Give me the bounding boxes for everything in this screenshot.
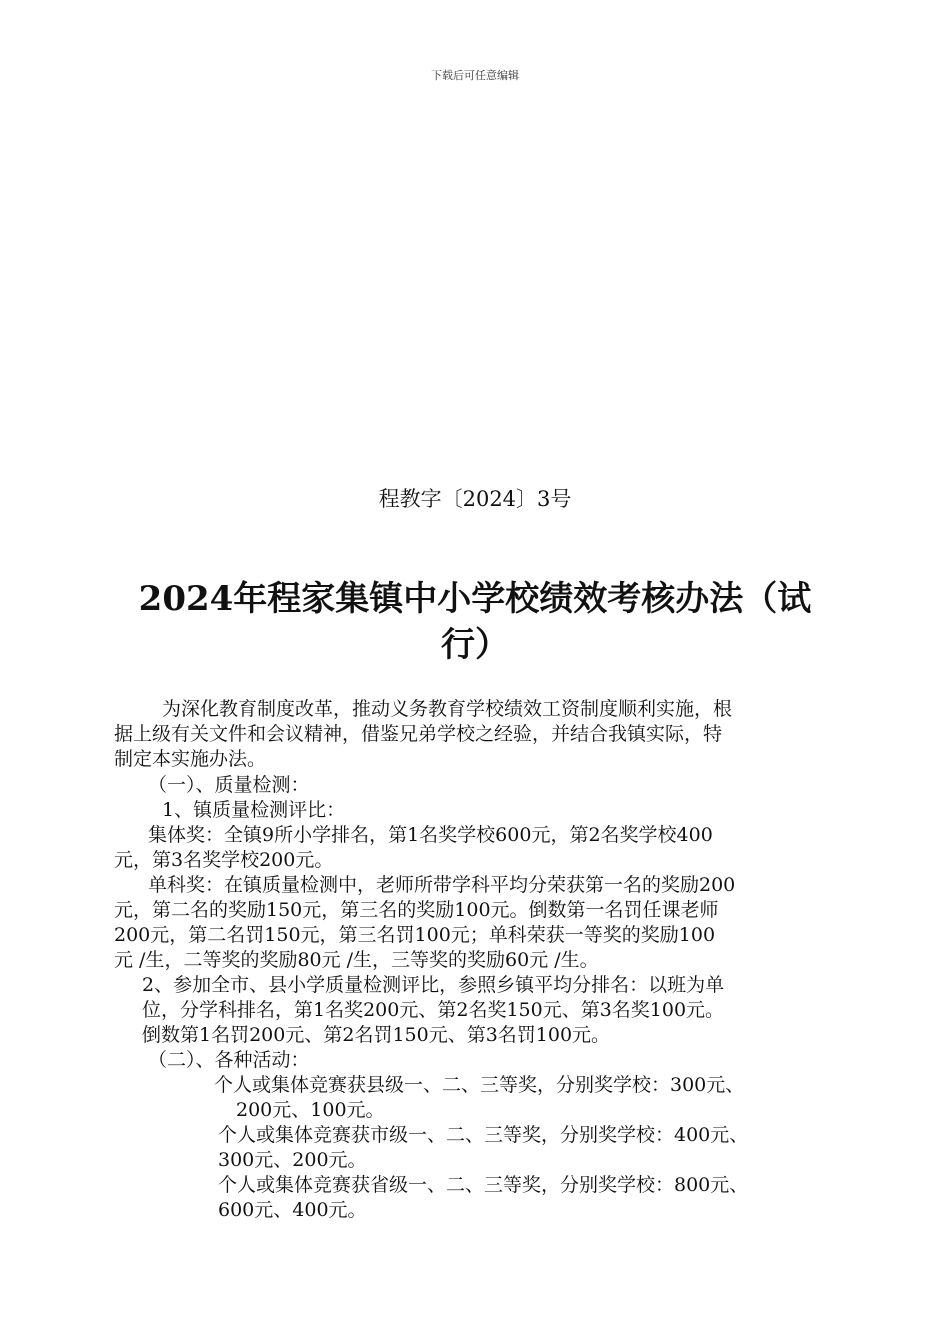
document-title-line-1: 2024年程家集镇中小学校绩效考核办法（试	[138, 579, 812, 619]
intro-line: 据上级有关文件和会议精神，借鉴兄弟学校之经验，并结合我镇实际，特	[114, 723, 723, 745]
section-1-heading: （一）、质量检测：	[148, 774, 310, 796]
document-title	[120, 576, 830, 668]
county-level-line: 200元、100元。	[236, 1099, 385, 1121]
province-level-line: 个人或集体竞赛获省级一、二、三等奖，分别奖学校：800元、	[218, 1174, 749, 1196]
single-subject-award-line: 元，第二名的奖励150元，第三名的奖励100元。倒数第一名罚任课老师	[114, 899, 719, 921]
page-header-note: 下载后可任意编辑	[431, 69, 519, 82]
item-2-line: 位，分学科排名，第1名奖200元、第2名奖150元、第3名奖100元。	[142, 999, 725, 1021]
document-number: 程教字〔2024〕3号	[378, 487, 572, 511]
city-level-line: 300元、200元。	[218, 1149, 367, 1171]
single-subject-award-line: 200元，第二名罚150元，第三名罚100元；单科荣获一等奖的奖励100	[114, 924, 716, 946]
county-level-line: 个人或集体竞赛获县级一、二、三等奖，分别奖学校：300元、	[214, 1074, 745, 1096]
collective-award-line: 集体奖：全镇9所小学排名，第1名奖学校600元，第2名奖学校400	[148, 824, 713, 846]
single-subject-award-line: 单科奖：在镇质量检测中，老师所带学科平均分荣获第一名的奖励200	[148, 874, 736, 896]
collective-award-line: 元，第3名奖学校200元。	[114, 849, 334, 871]
province-level-line: 600元、400元。	[218, 1199, 367, 1221]
item-1-heading: 1、镇质量检测评比：	[162, 799, 346, 821]
document-title-line-2: 行）	[441, 625, 509, 665]
item-2-line: 2、参加全市、县小学质量检测评比，参照乡镇平均分排名：以班为单	[142, 974, 725, 996]
section-2-heading: （二）、各种活动：	[148, 1049, 310, 1071]
intro-line: 制定本实施办法。	[114, 748, 267, 770]
single-subject-award-line: 元 /生，二等奖的奖励80元 /生，三等奖的奖励60元 /生。	[114, 949, 599, 971]
intro-line: 为深化教育制度改革，推动义务教育学校绩效工资制度顺利实施，根	[162, 698, 733, 720]
item-2-line: 倒数第1名罚200元、第2名罚150元、第3名罚100元。	[142, 1024, 611, 1046]
city-level-line: 个人或集体竞赛获市级一、二、三等奖，分别奖学校：400元、	[218, 1124, 749, 1146]
